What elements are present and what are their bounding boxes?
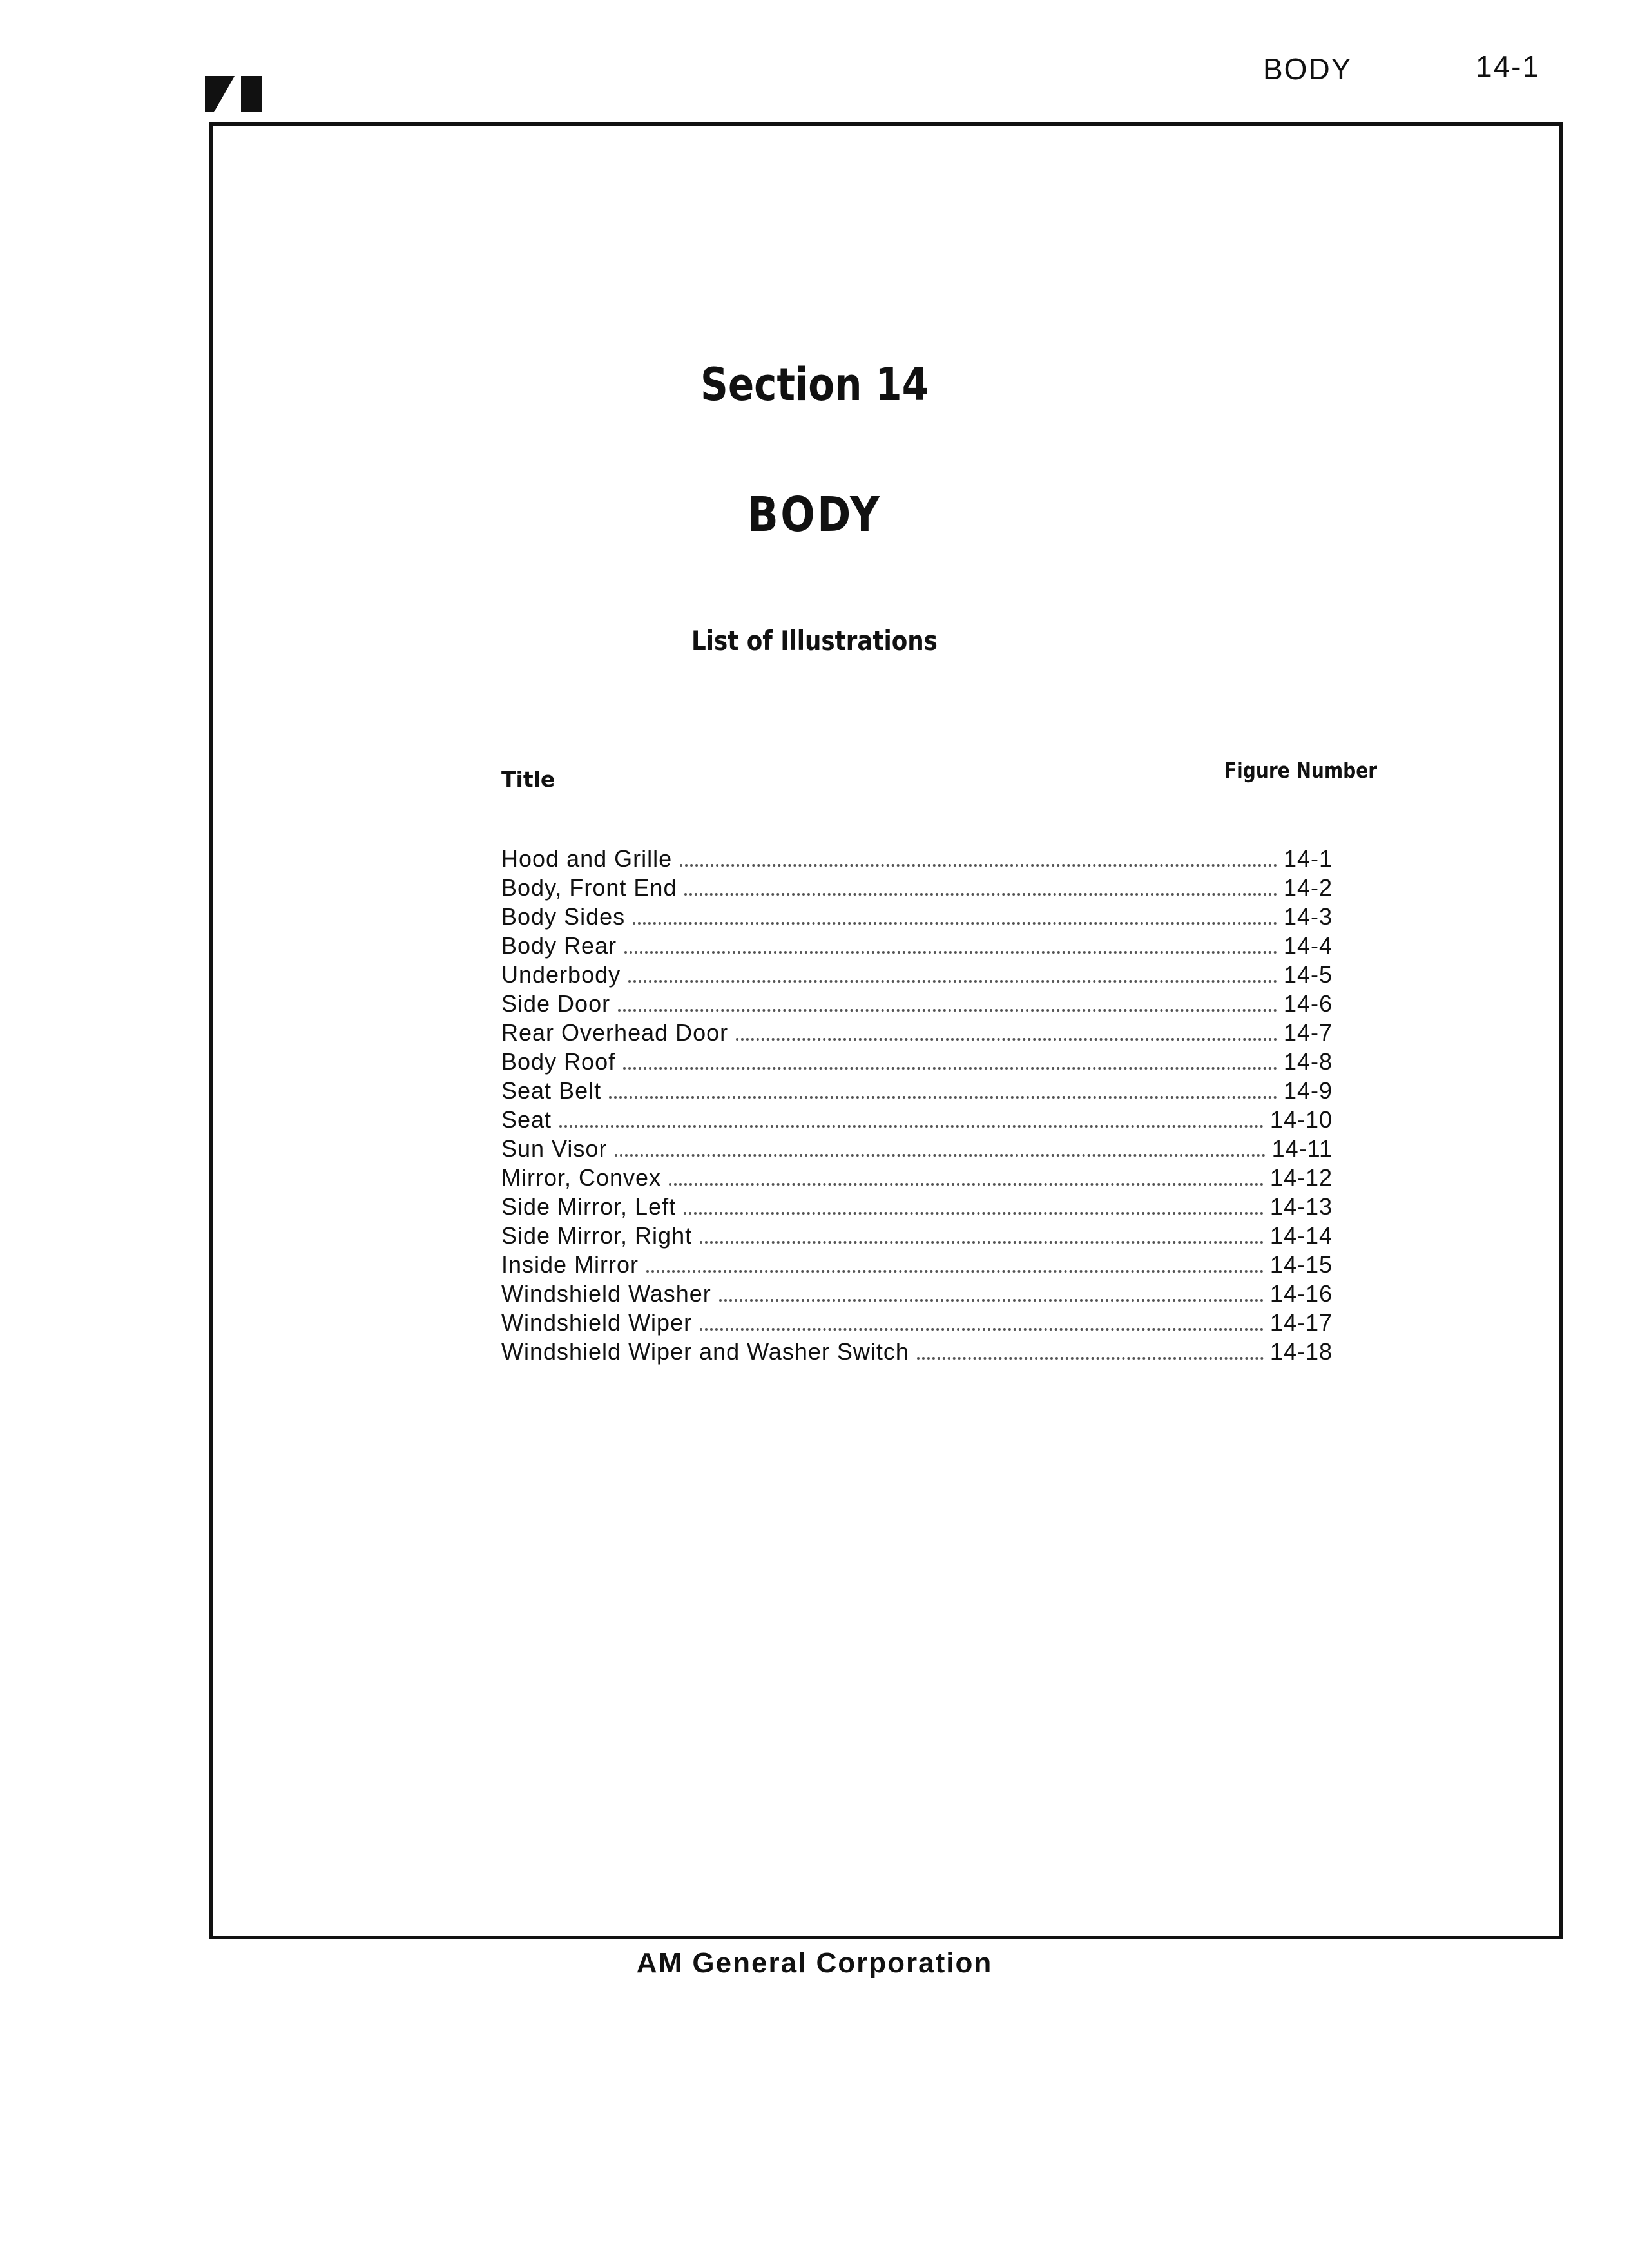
running-head: BODY xyxy=(1263,52,1353,86)
figure-number: 14-4 xyxy=(1283,932,1333,959)
illustration-title: Side Door xyxy=(501,990,611,1017)
figure-number: 14-1 xyxy=(1283,845,1333,872)
list-item xyxy=(501,1135,1333,1164)
dot-leader xyxy=(700,1328,1264,1331)
dot-leader xyxy=(624,951,1277,954)
dot-leader xyxy=(736,1038,1277,1041)
dot-leader xyxy=(609,1096,1277,1099)
dot-leader xyxy=(628,980,1277,983)
dot-leader xyxy=(669,1183,1264,1186)
figure-number: 14-3 xyxy=(1283,903,1333,930)
figure-number: 14-17 xyxy=(1269,1309,1333,1336)
dot-leader xyxy=(615,1154,1265,1157)
illustration-title: Body Sides xyxy=(501,903,626,930)
page-number: 14-1 xyxy=(1476,50,1541,83)
illustration-title: Body, Front End xyxy=(501,874,677,901)
illustration-list xyxy=(501,845,1333,1367)
list-item xyxy=(501,1222,1333,1251)
dot-leader xyxy=(700,1241,1264,1244)
illustration-title: Windshield Wiper xyxy=(501,1309,693,1336)
figure-number: 14-6 xyxy=(1283,990,1333,1017)
figure-number: 14-5 xyxy=(1283,961,1333,988)
illustration-title: Side Mirror, Left xyxy=(501,1193,677,1220)
list-item xyxy=(501,1164,1333,1193)
figure-number: 14-18 xyxy=(1269,1338,1333,1365)
dot-leader xyxy=(618,1009,1277,1012)
figure-number: 14-12 xyxy=(1269,1164,1333,1191)
illustration-title: Sun Visor xyxy=(501,1135,608,1162)
dot-leader xyxy=(917,1357,1264,1360)
illustration-title: Side Mirror, Right xyxy=(501,1222,693,1249)
list-item xyxy=(501,990,1333,1019)
list-heading: List of Illustrations xyxy=(691,625,938,657)
figure-number: 14-10 xyxy=(1269,1106,1333,1133)
list-item xyxy=(501,903,1333,932)
list-item xyxy=(501,961,1333,990)
column-header-figure-number: Figure Number xyxy=(1224,758,1378,783)
list-item xyxy=(501,1019,1333,1048)
figure-number: 14-16 xyxy=(1269,1280,1333,1307)
illustration-title: Hood and Grille xyxy=(501,845,673,872)
column-header-title: Title xyxy=(501,767,555,792)
dot-leader xyxy=(559,1125,1264,1128)
list-item xyxy=(501,1309,1333,1338)
figure-number: 14-14 xyxy=(1269,1222,1333,1249)
footer-company: AM General Corporation xyxy=(636,1947,993,1979)
illustration-title: Seat Belt xyxy=(501,1077,602,1104)
dot-leader xyxy=(684,1212,1264,1215)
list-item xyxy=(501,874,1333,903)
illustration-title: Mirror, Convex xyxy=(501,1164,662,1191)
list-item xyxy=(501,1106,1333,1135)
dot-leader xyxy=(684,893,1277,896)
dot-leader xyxy=(633,922,1277,925)
dot-leader xyxy=(680,864,1277,867)
illustration-title: Underbody xyxy=(501,961,621,988)
illustration-title: Rear Overhead Door xyxy=(501,1019,729,1046)
illustration-title: Windshield Wiper and Washer Switch xyxy=(501,1338,909,1365)
dot-leader xyxy=(623,1067,1277,1070)
figure-number: 14-13 xyxy=(1269,1193,1333,1220)
figure-number: 14-15 xyxy=(1269,1251,1333,1278)
list-item xyxy=(501,1280,1333,1309)
dot-leader xyxy=(719,1299,1264,1302)
list-item xyxy=(501,932,1333,961)
figure-number: 14-2 xyxy=(1283,874,1333,901)
figure-number: 14-8 xyxy=(1283,1048,1333,1075)
figure-number: 14-7 xyxy=(1283,1019,1333,1046)
page-title: BODY xyxy=(747,487,882,543)
section-title: Section 14 xyxy=(700,358,929,411)
illustration-title: Body Roof xyxy=(501,1048,616,1075)
illustration-title: Windshield Washer xyxy=(501,1280,711,1307)
list-item xyxy=(501,1251,1333,1280)
figure-number: 14-11 xyxy=(1271,1135,1333,1162)
list-item xyxy=(501,1193,1333,1222)
illustration-title: Body Rear xyxy=(501,932,617,959)
dot-leader xyxy=(646,1270,1264,1273)
illustration-title: Inside Mirror xyxy=(501,1251,639,1278)
list-item xyxy=(501,1048,1333,1077)
list-item xyxy=(501,845,1333,874)
illustration-title: Seat xyxy=(501,1106,552,1133)
list-item xyxy=(501,1077,1333,1106)
figure-number: 14-9 xyxy=(1283,1077,1333,1104)
am-general-logo-icon xyxy=(205,76,267,112)
list-item xyxy=(501,1338,1333,1367)
